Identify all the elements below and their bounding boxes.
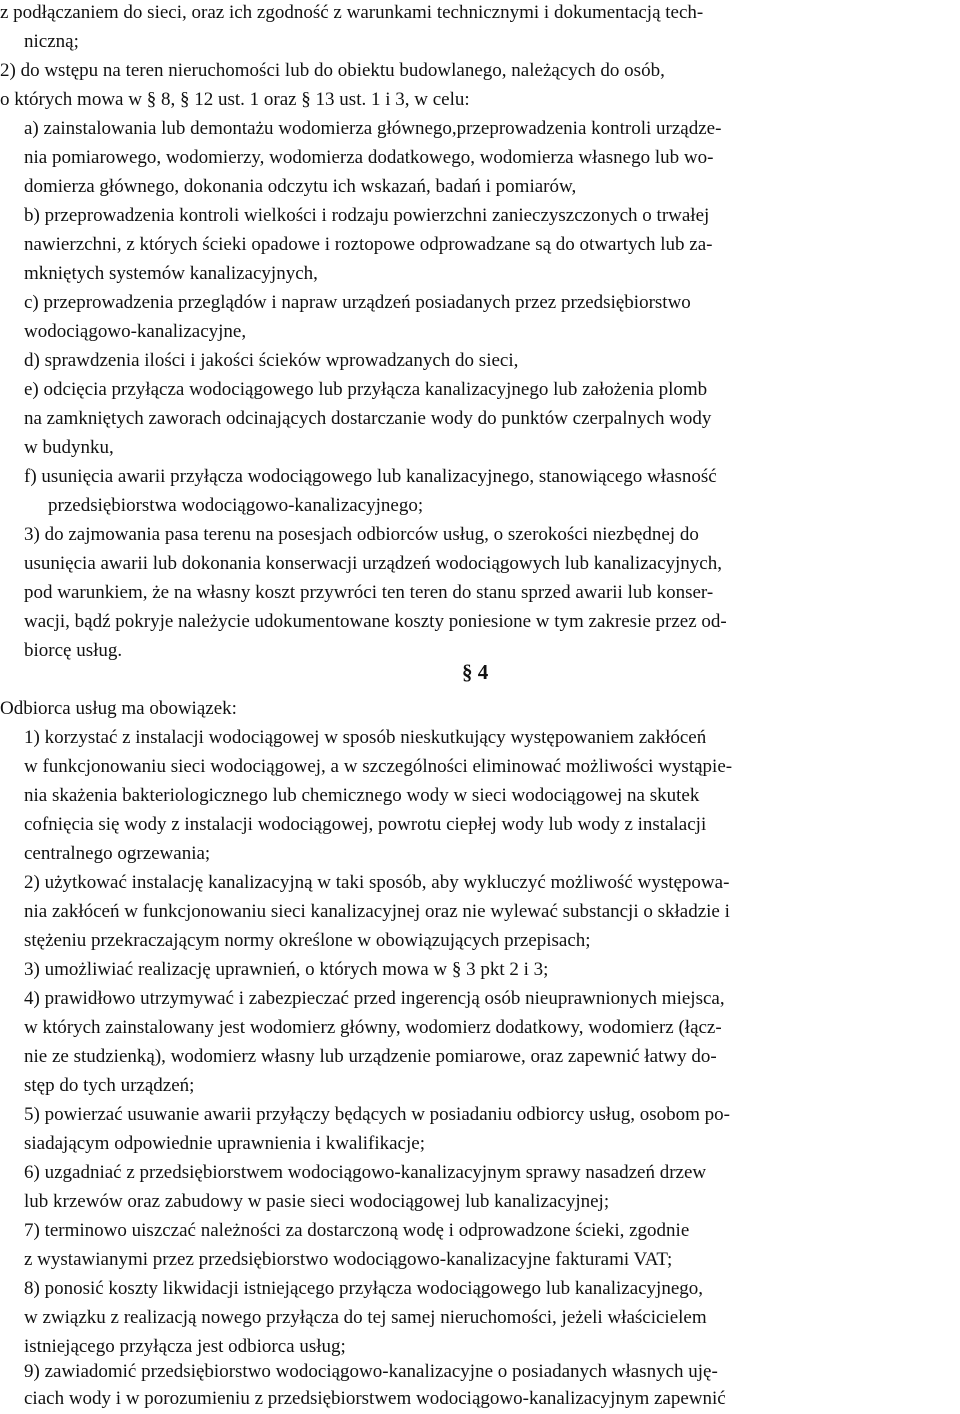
text-line: nie ze studzienką), wodomierz własny lub urządzenie pomiarowe, oraz zapewnić łatwy do-	[24, 1046, 717, 1067]
text-line: niczną;	[24, 31, 79, 52]
text-line: e) odcięcia przyłącza wodociągowego lub przyłącza kanalizacyjnego lub założenia plomb	[24, 379, 708, 400]
text-line: biorcę usług.	[24, 640, 123, 661]
text-line: lub krzewów oraz zabudowy w pasie sieci wodociągowej lub kanalizacyjnej;	[24, 1191, 610, 1212]
text-line: f) usunięcia awarii przyłącza wodociągowego lub kanalizacyjnego, stanowiącego własność	[24, 466, 717, 487]
text-line: nawierzchni, z których ścieki opadowe i roztopowe odprowadzane są do otwartych lub za-	[24, 234, 713, 255]
text-line: nia pomiarowego, wodomierzy, wodomierza dodatkowego, wodomierza własnego lub wo-	[24, 147, 714, 168]
text-line: z wystawianymi przez przedsiębiorstwo wodociągowo-kanalizacyjne fakturami VAT;	[24, 1249, 673, 1270]
text-line: 2) użytkować instalację kanalizacyjną w taki sposób, aby wykluczyć możliwość występowa-	[24, 872, 730, 893]
text-line: ciach wody i w porozumieniu z przedsiębiorstwem wodociągowo-kanalizacyjnym zapewnić	[24, 1388, 726, 1409]
text-line: 8) ponosić koszty likwidacji istniejącego przyłącza wodociągowego lub kanalizacyjnego,	[24, 1278, 704, 1299]
text-line: w funkcjonowaniu sieci wodociągowej, a w szczególności eliminować możliwości wystąpie-	[24, 756, 733, 777]
text-line: wodociągowo-kanalizacyjne,	[24, 321, 247, 342]
text-line: z podłączaniem do sieci, oraz ich zgodność z warunkami technicznymi i dokumentacją tech-	[0, 2, 704, 23]
text-line: 7) terminowo uiszczać należności za dostarczoną wodę i odprowadzone ścieki, zgodnie	[24, 1220, 690, 1241]
text-line: istniejącego przyłącza jest odbiorca usług;	[24, 1336, 346, 1357]
text-line: c) przeprowadzenia przeglądów i napraw urządzeń posiadanych przez przedsiębiorstwo	[24, 292, 691, 313]
text-line: o których mowa w § 8, § 12 ust. 1 oraz § 13 ust. 1 i 3, w celu:	[0, 89, 470, 110]
text-line: 3) umożliwiać realizację uprawnień, o których mowa w § 3 pkt 2 i 3;	[24, 959, 549, 980]
text-line: 1) korzystać z instalacji wodociągowej w sposób nieskutkujący występowaniem zakłóceń	[24, 727, 707, 748]
text-line: w związku z realizacją nowego przyłącza do tej samej nieruchomości, jeżeli właścicielem	[24, 1307, 707, 1328]
text-line: przedsiębiorstwa wodociągowo-kanalizacyjnego;	[48, 495, 424, 516]
text-line: 6) uzgadniać z przedsiębiorstwem wodociągowo-kanalizacyjnym sprawy nasadzeń drzew	[24, 1162, 707, 1183]
text-line: stężeniu przekraczającym normy określone w obowiązujących przepisach;	[24, 930, 591, 951]
text-line: siadającym odpowiednie uprawnienia i kwalifikacje;	[24, 1133, 425, 1154]
text-line: nia zakłóceń w funkcjonowaniu sieci kanalizacyjnej oraz nie wylewać substancji o składzie i	[24, 901, 730, 922]
text-line: stęp do tych urządzeń;	[24, 1075, 195, 1096]
text-line: 9) zawiadomić przedsiębiorstwo wodociągowo-kanalizacyjne o posiadanych własnych uję-	[24, 1361, 718, 1382]
text-line: w budynku,	[24, 437, 114, 458]
text-line: na zamkniętych zaworach odcinających dostarczanie wody do punktów czerpalnych wody	[24, 408, 712, 429]
text-line: usunięcia awarii lub dokonania konserwacji urządzeń wodociągowych lub kanalizacyjnych,	[24, 553, 722, 574]
text-line: 2) do wstępu na teren nieruchomości lub do obiektu budowlanego, należących do osób,	[0, 60, 665, 81]
text-line: w których zainstalowany jest wodomierz główny, wodomierz dodatkowy, wodomierz (łącz-	[24, 1017, 722, 1038]
text-line: 5) powierzać usuwanie awarii przyłączy będących w posiadaniu odbiorcy usług, osobom po-	[24, 1104, 730, 1125]
text-line: pod warunkiem, że na własny koszt przywróci ten teren do stanu sprzed awarii lub konser-	[24, 582, 714, 603]
text-line: centralnego ogrzewania;	[24, 843, 211, 864]
section-heading: § 4	[462, 660, 489, 684]
text-line: Odbiorca usług ma obowiązek:	[0, 698, 237, 719]
text-line: a) zainstalowania lub demontażu wodomierza głównego,przeprowadzenia kontroli urządze-	[24, 118, 722, 139]
text-line: nia skażenia bakteriologicznego lub chemicznego wody w sieci wodociągowej na skutek	[24, 785, 700, 806]
text-line: 4) prawidłowo utrzymywać i zabezpieczać przed ingerencją osób nieuprawnionych miejsca,	[24, 988, 725, 1009]
text-line: 3) do zajmowania pasa terenu na posesjach odbiorców usług, o szerokości niezbędnej do	[24, 524, 699, 545]
text-line: domierza głównego, dokonania odczytu ich wskazań, badań i pomiarów,	[24, 176, 577, 197]
text-line: d) sprawdzenia ilości i jakości ścieków wprowadzanych do sieci,	[24, 350, 519, 371]
text-line: mkniętych systemów kanalizacyjnych,	[24, 263, 318, 284]
text-line: cofnięcia się wody z instalacji wodociągowej, powrotu ciepłej wody lub wody z instalacji	[24, 814, 707, 835]
text-line: wacji, bądź pokryje należycie udokumentowane koszty poniesione w tym zakresie przez od-	[24, 611, 727, 632]
text-line: b) przeprowadzenia kontroli wielkości i rodzaju powierzchni zanieczyszczonych o trwałej	[24, 205, 710, 226]
